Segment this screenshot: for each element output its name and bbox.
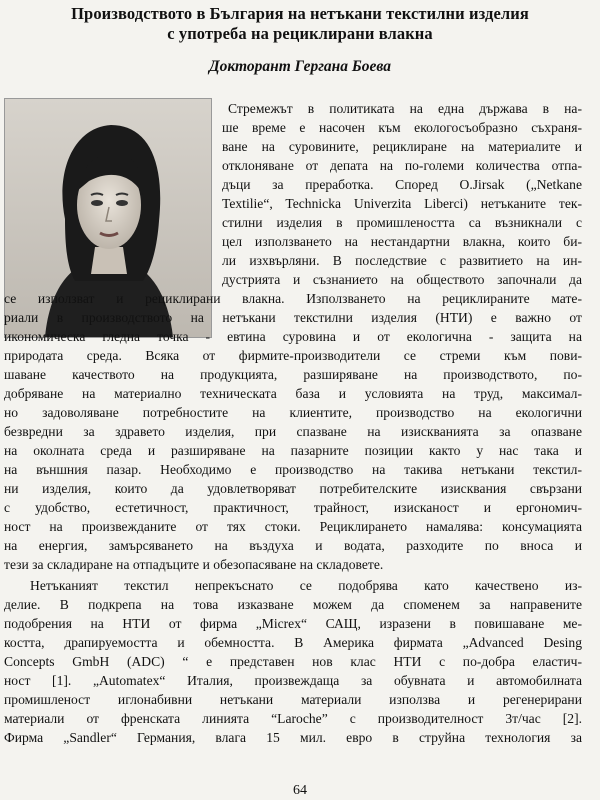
body-line: ни изделия, които да удовлетворяват потребителските изисквания свързани — [4, 481, 582, 496]
author-name: Докторант Гергана Боева — [209, 58, 391, 75]
body-line: с удобство, естетичност, практичност, трайност, изисканост и ергономич- — [4, 500, 582, 515]
body-line: Стремежът в политиката на една държава в на- — [228, 101, 582, 116]
body-line: Concepts GmbH (ADC) “ е представен нов клас НТИ с по-добра еластич- — [4, 654, 582, 669]
body-line: добряване на материално техническата база и условията на труд, максимал- — [4, 386, 582, 401]
body-line: костта, драпируемостта и обемността. В Америка фирмата „Advanced Desing — [4, 635, 582, 650]
body-line: ли изхвърляни. В последствие с развитието на ин- — [222, 253, 582, 268]
body-line: промишленост иглонабивни нетъкани материали използва и регенерирани — [4, 692, 582, 707]
body-line: шаване качеството на продукцията, разширяване на производството, по- — [4, 367, 582, 382]
body-line: на външния пазар. Необходимо е производство на такива нетъкани текстил- — [4, 462, 582, 477]
body-line: Textilie“, Technicka Univerzita Liberci) нетъканите тек- — [222, 196, 582, 211]
title-line: Производството в България на нетъкани текстилни изделия — [71, 4, 529, 23]
body-line: Нетъканият текстил непрекъснато се подобрява като качествено из- — [30, 578, 582, 593]
body-line: риали в производството на нетъкани текстилни изделия (НТИ) е важно от — [4, 310, 582, 325]
body-line: но задоволяване потребностите на клиентите, производство на екологични — [4, 405, 582, 420]
body-line: цел използването на нестандартни влакна, които би- — [222, 234, 582, 249]
body-line: ност на произвежданите от тях стоки. Рециклирането намалява: консумацията — [4, 519, 582, 534]
body-line: на енергия, замърсяването на въздуха и водата, разходите по вноса и — [4, 538, 582, 553]
body-line: безвредни за здравето изделия, при спазване на изискванията за опазване — [4, 424, 582, 439]
body-line: ност [1]. „Automatex“ Италия, произвеждаща за обувната и автомобилната — [4, 673, 582, 688]
body-line: дъци за преработка. Според О.Jirsak („Netkane — [222, 177, 582, 192]
body-line: делие. В подкрепа на това изказване можем да споменем за направените — [4, 597, 582, 612]
body-line: дустрията и съзнанието на обществото започнали да — [222, 272, 582, 287]
body-line: подобрения на НТИ от фирма „Micrex“ САЩ, изразени в повишаване ме- — [4, 616, 582, 631]
body-line: се използват и рециклирани влакна. Използването на рециклираните мате- — [4, 291, 582, 306]
body-line: природата среда. Всяка от фирмите-производители се стреми към пови- — [4, 348, 582, 363]
body-line: тези за складиране на отпадъците и обезопасяване на складовете. — [4, 557, 384, 572]
body-line: на околната среда и разширяване на пазарните позиции както у нас така и — [4, 443, 582, 458]
body-line: отклоняване от депата на по-големи количества отпа- — [222, 158, 582, 173]
body-line: материали от френската линията “Laroche” с производителност 3т/час [2]. — [4, 711, 582, 726]
body-line: ше време е насочен към екологосъобразно съхраня- — [222, 120, 582, 135]
title-line: с употреба на рециклирани влакна — [167, 24, 433, 43]
body-line: стилни изделия в промишлеността са възникнали с — [222, 215, 582, 230]
page-number: 64 — [293, 783, 307, 798]
body-line: икономическа гледна точка - евтина суровина и от екологична - защита на — [4, 329, 582, 344]
body-line: Фирма „Sandler“ Германия, влага 15 мил. евро в струйна технология за — [4, 730, 582, 745]
body-line: ване на суровините, рециклиране на материалите и — [222, 139, 582, 154]
